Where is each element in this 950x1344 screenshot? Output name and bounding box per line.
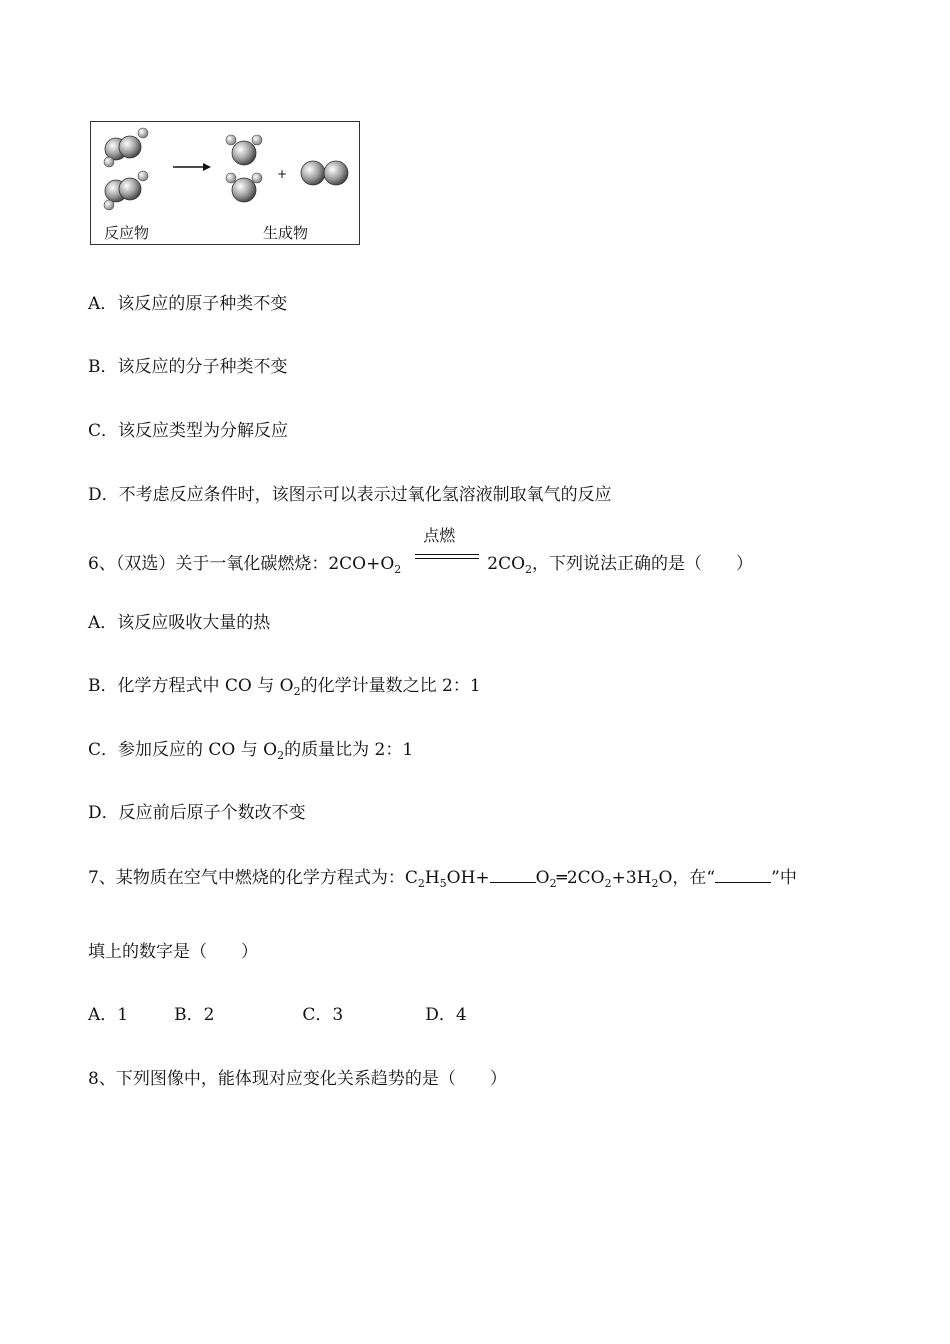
q7-option-b: B．2 <box>174 1005 215 1025</box>
q7-text: O，在“ <box>658 868 716 888</box>
q7-text: +3H <box>611 868 652 888</box>
q7-text: O <box>535 868 550 888</box>
product-molecule-3 <box>301 161 348 185</box>
plus-sign: + <box>277 167 288 181</box>
q5-option-a: A．该反应的原子种类不变 <box>88 294 288 314</box>
q6-option-a: A．该反应吸收大量的热 <box>88 613 271 633</box>
q7-stem <box>88 866 797 895</box>
q5-option-b: B．该反应的分子种类不变 <box>88 357 288 377</box>
q7-options <box>88 1004 467 1026</box>
q6-stem-prefix: 6、（双选）关于一氧化碳燃烧：2CO+O <box>88 554 395 574</box>
subscript: 2 <box>394 563 402 576</box>
product-molecule-1 <box>226 135 262 165</box>
answer-blank[interactable] <box>490 866 536 883</box>
reactant-molecule-2 <box>104 171 148 210</box>
q6-stem <box>88 526 754 581</box>
subscript: 2 <box>277 749 285 762</box>
q6-stem-suffix: ，下列说法正确的是（ ） <box>532 554 754 574</box>
subscript: 2 <box>604 877 612 890</box>
q6-option-d: D．反应前后原子个数改不变 <box>88 803 306 823</box>
q6-option-c-post: 的质量比为 2：1 <box>284 740 414 760</box>
answer-blank[interactable] <box>715 866 771 883</box>
q7-option-a: A．1 <box>88 1005 129 1025</box>
q8-stem: 8、下列图像中，能体现对应变化关系趋势的是（ ） <box>88 1069 507 1089</box>
q5-option-c: C．该反应类型为分解反应 <box>88 421 289 441</box>
reactant-molecule-1 <box>104 128 148 167</box>
q7-option-d: D．4 <box>425 1005 467 1025</box>
arrow-icon <box>173 163 211 171</box>
q5-option-d: D．不考虑反应条件时，该图示可以表示过氧化氢溶液制取氧气的反应 <box>88 485 612 505</box>
reactant-label: 反应物 <box>104 224 150 242</box>
q7-option-c: C．3 <box>302 1005 344 1025</box>
subscript: 2 <box>293 685 301 698</box>
product-label: 生成物 <box>263 224 309 242</box>
reaction-diagram <box>90 121 360 245</box>
reaction-condition <box>415 526 479 569</box>
q6-option-b-post: 的化学计量数之比 2：1 <box>300 676 481 696</box>
subscript: 2 <box>417 877 425 890</box>
subscript: 2 <box>549 877 557 890</box>
condition-label: 点燃 <box>423 526 456 545</box>
q6-option-b-pre: B．化学方程式中 CO 与 O <box>88 676 294 696</box>
q7-text: 7、某物质在空气中燃烧的化学方程式为：C <box>88 868 418 888</box>
q6-product: 2CO <box>487 554 526 574</box>
subscript: 2 <box>525 563 533 576</box>
q7-text: ”中 <box>771 868 797 888</box>
q7-text: H <box>424 868 440 888</box>
q6-option-b <box>88 675 481 703</box>
q7-line2: 填上的数字是（ ） <box>88 942 258 962</box>
q6-option-c <box>88 739 413 767</box>
q7-text: ═2CO <box>556 868 605 888</box>
q6-option-c-pre: C．参加反应的 CO 与 O <box>88 740 278 760</box>
subscript: 2 <box>651 877 659 890</box>
subscript: 5 <box>439 877 447 890</box>
product-molecule-2 <box>226 173 262 202</box>
q7-text: OH+ <box>446 868 490 888</box>
